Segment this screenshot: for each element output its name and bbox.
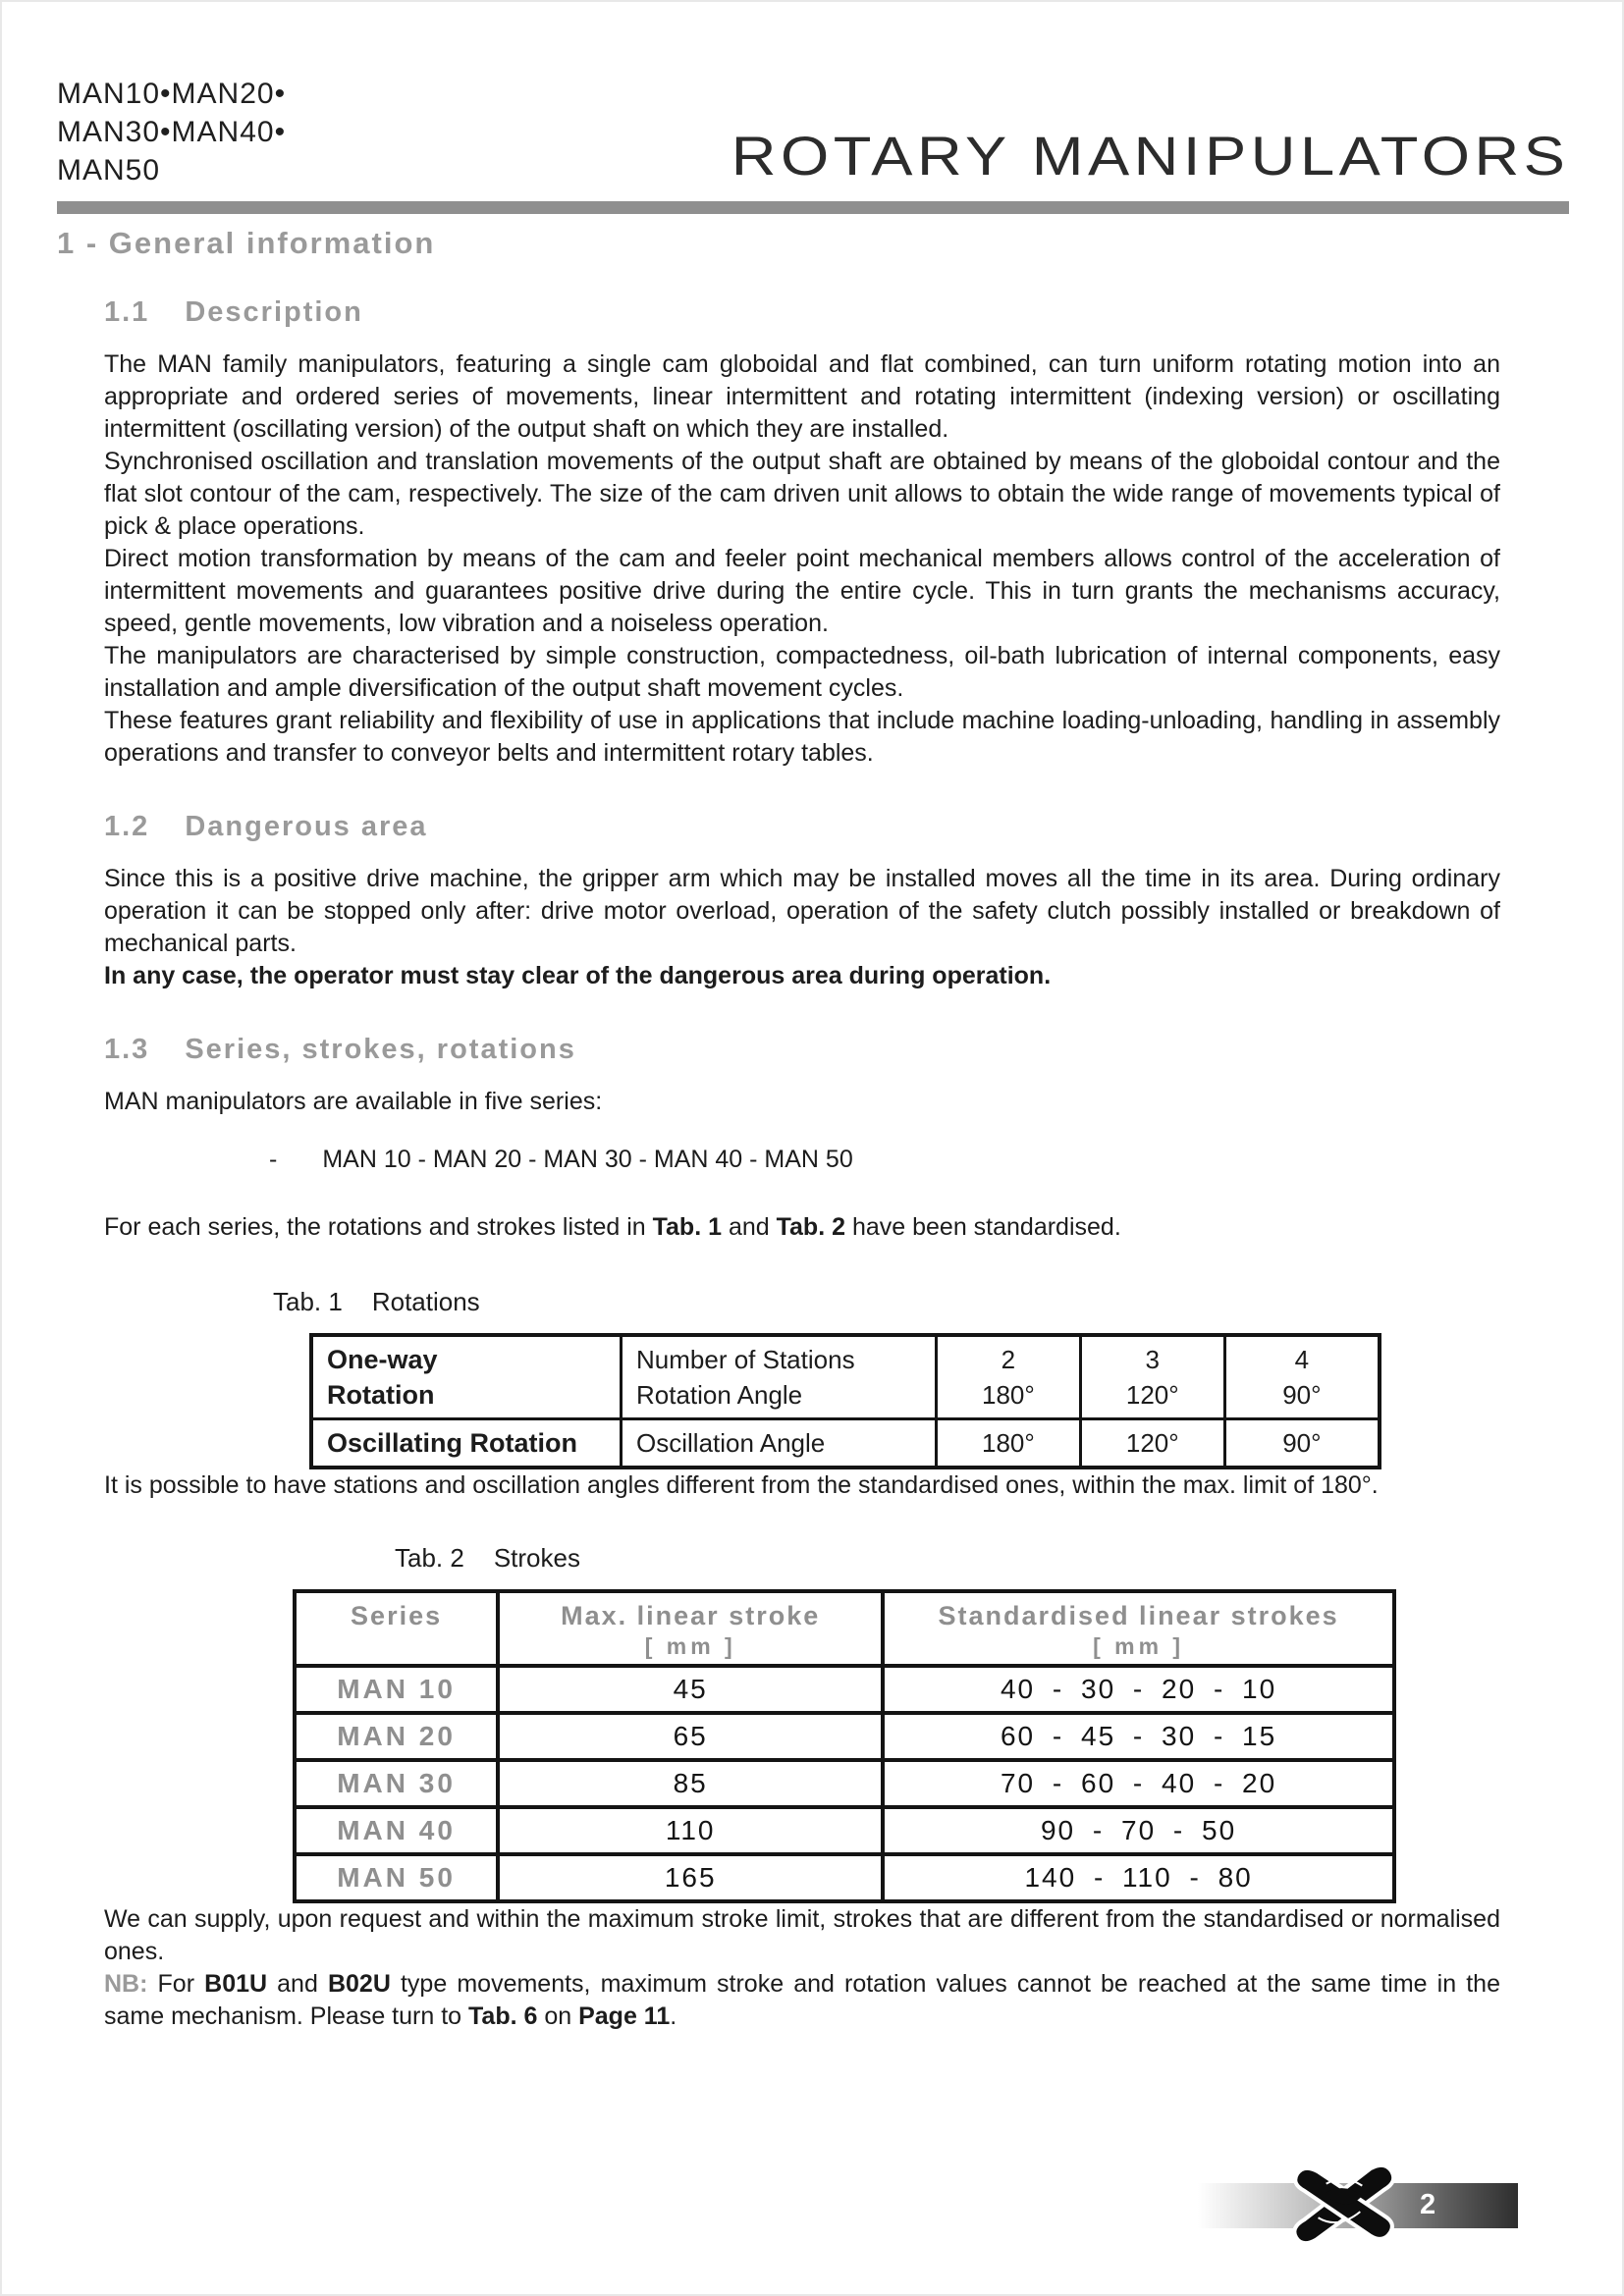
- heading-label: Series, strokes, rotations: [185, 1034, 576, 1065]
- heading-1-2: [104, 811, 1500, 843]
- heading-number: 1.2: [104, 811, 150, 842]
- after-table-2-note: We can supply, upon request and within the maximum stroke limit, strokes that are different from the standardised or normalised ones.: [104, 1905, 1500, 1965]
- series-cell: MAN 20: [295, 1713, 498, 1760]
- standardised-cell: 70 - 60 - 40 - 20: [883, 1760, 1394, 1807]
- cell-line: 120°: [1125, 1428, 1179, 1458]
- model-line: MAN10•MAN20•: [57, 78, 287, 110]
- footer-bar: [1198, 2183, 1518, 2228]
- header-text: Max. linear stroke: [561, 1601, 821, 1630]
- caption-id: Tab. 1: [273, 1287, 343, 1316]
- cell-line: Rotation Angle: [636, 1380, 803, 1410]
- cell-line: 180°: [982, 1428, 1035, 1458]
- heading-1-3: [104, 1034, 1500, 1066]
- rotation-type-cell: [311, 1419, 622, 1468]
- table-row: [295, 1760, 1394, 1807]
- table-row: [311, 1419, 1380, 1468]
- series-cell: MAN 10: [295, 1666, 498, 1713]
- model-line: MAN30•MAN40•: [57, 116, 287, 148]
- column-header-series: Series: [295, 1591, 498, 1666]
- rotation-desc-cell: [622, 1335, 937, 1419]
- max-stroke-cell: 85: [498, 1760, 883, 1807]
- table-header-row: [295, 1591, 1394, 1666]
- paragraph: Since this is a positive drive machine, the gripper arm which may be installed moves all the time in its area. During ordinary operation it can be stopped only after: drive motor overload, operation of the safety clutch possibly installed or breakdown of mechanical parts.: [104, 865, 1500, 957]
- column-header-standardised: [883, 1591, 1394, 1666]
- paragraph: The MAN family manipulators, featuring a single cam globoidal and flat combined, can turn uniform rotating motion into an appropriate and ordered series of movements, linear intermittent and rotating intermittent (indexing version) or oscillating intermittent (oscillating version) of the output shaft on which they are installed.: [104, 350, 1500, 443]
- page-number: 2: [1420, 2189, 1437, 2220]
- cell-line: 3: [1145, 1345, 1161, 1374]
- value-cell: [1080, 1335, 1224, 1419]
- table-row: [295, 1854, 1394, 1901]
- heading-number: 1.1: [104, 296, 150, 328]
- series-cell: MAN 40: [295, 1807, 498, 1854]
- value-cell: [1224, 1419, 1380, 1468]
- list-item-text: MAN 10 - MAN 20 - MAN 30 - MAN 40 - MAN 50: [322, 1146, 853, 1173]
- paragraph: Direct motion transformation by means of the cam and feeler point mechanical members allows control of the acceleration of intermittent movements and guarantees positive drive during the entire cycle. This in turn grants the mechanisms accuracy, speed, gentle movements, low vibration and a noiseless operation.: [104, 545, 1500, 637]
- paragraph: Synchronised oscillation and translation movements of the output shaft are obtained by means of the globoidal contour and the flat slot contour of the cam, respectively. The size of the cam driven unit allows to obtain the wide range of movements typical of pick & place operations.: [104, 448, 1500, 540]
- warning-text: In any case, the operator must stay clear of the dangerous area during operation.: [104, 962, 1052, 989]
- after-table-1-note: It is possible to have stations and oscillation angles different from the standardised ones, within the max. limit of 180°.: [104, 1471, 1379, 1499]
- value-cell: [1224, 1335, 1380, 1419]
- paragraph: The manipulators are characterised by simple construction, compactedness, oil-bath lubrication of internal components, easy installation and ample diversification of the output shaft movement cycles.: [104, 642, 1500, 702]
- header-text: Standardised linear strokes: [938, 1601, 1339, 1630]
- rotation-desc-cell: [622, 1419, 937, 1468]
- max-stroke-cell: 165: [498, 1854, 883, 1901]
- section-1-heading: 1 - General information: [57, 226, 436, 260]
- cell-line: 4: [1294, 1345, 1310, 1374]
- cell-line: Number of Stations: [636, 1345, 855, 1374]
- standardised-cell: 90 - 70 - 50: [883, 1807, 1394, 1854]
- model-list: [57, 75, 286, 189]
- series-cell: MAN 50: [295, 1854, 498, 1901]
- cell-line: Oscillation Angle: [636, 1428, 826, 1458]
- table-2-caption: [395, 1543, 1500, 1574]
- standardised-cell: 140 - 110 - 80: [883, 1854, 1394, 1901]
- max-stroke-cell: 110: [498, 1807, 883, 1854]
- cell-line: 90°: [1282, 1380, 1322, 1410]
- heading-number: 1.3: [104, 1034, 150, 1065]
- standardised-cell: 60 - 45 - 30 - 15: [883, 1713, 1394, 1760]
- strokes-table: [293, 1589, 1396, 1903]
- column-header-max-stroke: [498, 1591, 883, 1666]
- unit-label: [ mm ]: [644, 1633, 736, 1659]
- table-row: [295, 1807, 1394, 1854]
- content-area: [2, 296, 1622, 2033]
- header-divider-bar: [57, 201, 1569, 214]
- rotation-type-cell: [311, 1335, 622, 1419]
- document-title: ROTARY MANIPULATORS: [731, 125, 1569, 187]
- series-cell: MAN 30: [295, 1760, 498, 1807]
- series-intro: MAN manipulators are available in five series:: [104, 1088, 603, 1115]
- cell-line: Oscillating Rotation: [327, 1428, 578, 1458]
- heading-label: Description: [185, 296, 363, 328]
- cell-line: 180°: [982, 1380, 1035, 1410]
- max-stroke-cell: 65: [498, 1713, 883, 1760]
- value-cell: [1080, 1419, 1224, 1468]
- cell-line: 90°: [1282, 1428, 1322, 1458]
- table-row: [295, 1666, 1394, 1713]
- max-stroke-cell: 45: [498, 1666, 883, 1713]
- paragraph: These features grant reliability and flexibility of use in applications that include machine loading-unloading, handling in assembly operations and transfer to conveyor belts and intermittent rotary tables.: [104, 707, 1500, 767]
- page-header: [2, 2, 1622, 189]
- value-cell: [936, 1419, 1080, 1468]
- model-line: MAN50: [57, 154, 161, 187]
- table-row: [295, 1713, 1394, 1760]
- caption-id: Tab. 2: [395, 1543, 464, 1573]
- table-row: [311, 1335, 1380, 1419]
- standardised-note: For each series, the rotations and strokes listed in Tab. 1 and Tab. 2 have been standardised.: [104, 1213, 1121, 1241]
- table-1-caption: [273, 1287, 1500, 1317]
- cell-line: Rotation: [327, 1380, 435, 1410]
- cell-line: 2: [1001, 1345, 1016, 1374]
- caption-title: Strokes: [493, 1543, 580, 1573]
- rotations-table: [309, 1333, 1381, 1469]
- nb-note: NB: For B01U and B02U type movements, maximum stroke and rotation values cannot be reached at the same time in the same mechanism. Please turn to Tab. 6 on Page 11.: [104, 1970, 1500, 2030]
- value-cell: [936, 1335, 1080, 1419]
- cell-line: One-way: [327, 1345, 438, 1374]
- heading-1-1: [104, 296, 1500, 329]
- standardised-cell: 40 - 30 - 20 - 10: [883, 1666, 1394, 1713]
- unit-label: [ mm ]: [1093, 1633, 1185, 1659]
- caption-title: Rotations: [371, 1287, 480, 1316]
- list-bullet: -: [269, 1146, 278, 1173]
- series-list-item: [104, 1144, 1500, 1176]
- knot-logo-icon: [1288, 2160, 1398, 2250]
- cell-line: 120°: [1125, 1380, 1179, 1410]
- heading-label: Dangerous area: [185, 811, 428, 842]
